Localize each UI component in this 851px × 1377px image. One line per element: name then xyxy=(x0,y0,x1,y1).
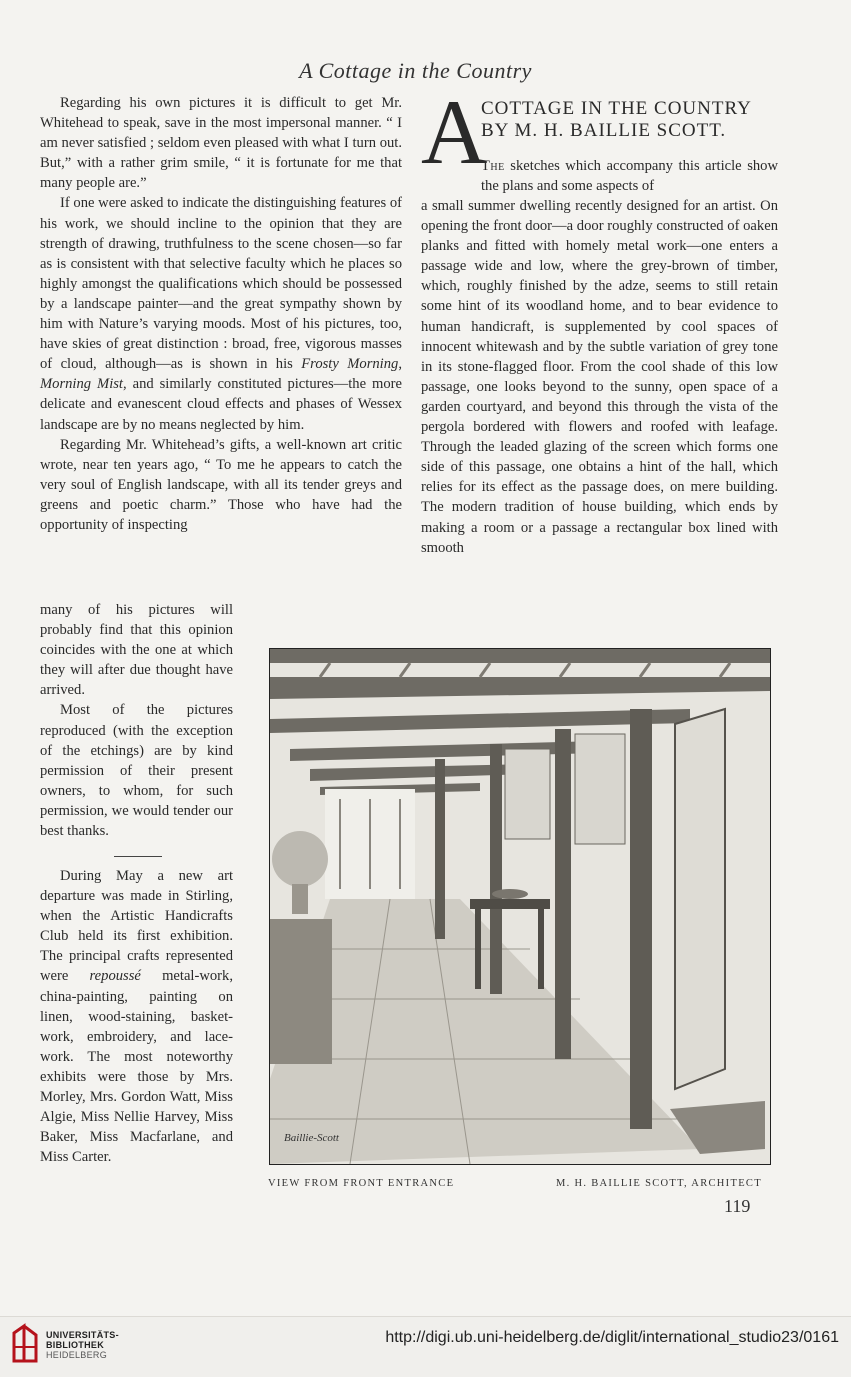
figure-caption: VIEW FROM FRONT ENTRANCE xyxy=(268,1178,455,1189)
page-number: 119 xyxy=(724,1196,751,1216)
figure-credit: M. H. BAILLIE SCOTT, ARCHITECT xyxy=(556,1178,762,1189)
article-lead xyxy=(481,156,778,196)
article-byline: BY M. H. BAILLIE SCOTT. xyxy=(481,120,727,141)
artwork-title: Morning Mist xyxy=(40,376,123,393)
paragraph: If one were asked to indicate the distinguishing features of his work, we should incline to the opinion that they are strength of drawing, truthfulness to the scene chosen—so far as is consistent with that selective faculty which he places so highly amongst the qualifications which should be possessed by a landscape painter—and the great sympathy shown by him with Nature’s varying moods. Most of his pictures, too, have skies of great distinction : broad, free, vigorous masses of cloud, although—as is shown in his Frosty Morning, Morning Mist, and similarly constituted pictures—the more delicate and evanescent cloud effects and phases of Wessex landscape are by no means neglected by him. xyxy=(40,195,402,433)
library-logo-icon xyxy=(10,1323,40,1367)
italic-term: repoussé xyxy=(89,968,141,985)
paragraph: a small summer dwelling recently designed for an artist. On opening the front door—a door roughly constructed of oaken planks and fitted with homely metal work—one enters a passage wide and low, where the grey-brown of timber, which, roughly finished by the adze, seems to still retain some hint of its woodland home, and to bear evidence to human handicraft, is supplemented by cool spaces of innocent whitewash and by the subtle variation of grey tone in its stone-flagged floor. From the cool shade of this low passage, one looks beyond to the sunny, open space of a garden courtyard, and beyond this through the vista of the pergola bordered with flowers and roofed with leafage. Through the leaded glazing of the screen which forms one side of this passage, one obtains a hint of the hall, which relies for its effect as the passage does, on mere building. The modern tradition of house building, which ends by making a room or a passage a rectangular box lined with smooth xyxy=(421,198,778,556)
institution-name: UNIVERSITÄTS- BIBLIOTHEK HEIDELBERG xyxy=(46,1330,119,1360)
section-divider xyxy=(114,856,162,857)
illustration-passage-view xyxy=(269,648,771,1165)
article-body xyxy=(421,196,778,558)
paragraph: many of his pictures will probably find that this opinion coincides with the one at which they will after due thought have arrived. xyxy=(40,602,233,699)
paragraph: Most of the pictures reproduced (with the exception of the etchings) are by kind permission of their present owners, to whom, for such permission, we would tender our best thanks. xyxy=(40,702,233,840)
drop-cap: A xyxy=(421,81,488,183)
running-head: A Cottage in the Country xyxy=(299,58,532,83)
sketch-drawing xyxy=(270,649,770,1164)
footer-bar xyxy=(0,1316,851,1377)
paragraph: During May a new art departure was made in Stirling, when the Artistic Handicrafts Club held its first exhibition. The principal crafts represented were repoussé metal-work, china-painting, painting on linen, wood-staining, basket-work, embroidery, and lace-work. The most noteworthy exhibits were those by Mrs. Morley, Mrs. Gordon Watt, Miss Algie, Miss Nellie Harvey, Miss Baker, Miss Macfarlane, and Miss Carter. xyxy=(40,868,233,1166)
left-column xyxy=(40,93,402,535)
narrow-column-lower xyxy=(40,866,233,1167)
paragraph: Regarding Mr. Whitehead’s gifts, a well-known art critic wrote, near ten years ago, “ To me he appears to catch the very soul of English landscape, with all its tender greys and greens and poetic charm.” Those who have had the opportunity of inspecting xyxy=(40,436,402,533)
artist-signature: Baillie-Scott xyxy=(284,1132,339,1144)
article-title: COTTAGE IN THE COUNTRY xyxy=(481,98,752,119)
source-url-link[interactable]: http://digi.ub.uni-heidelberg.de/diglit/international_studio23/0161 xyxy=(385,1329,839,1346)
paragraph: The sketches which accompany this article show the plans and some aspects of xyxy=(481,158,778,195)
paragraph: Regarding his own pictures it is difficult to get Mr. Whitehead to speak, save in the most impersonal manner. “ I am never satisfied ; seldom even pleased with what I turn out. But,” with a rather grim smile, “ it is fortunate for me that many people are.” xyxy=(40,95,402,192)
narrow-column-upper xyxy=(40,600,233,841)
artwork-title: Frosty Morning xyxy=(301,356,399,373)
